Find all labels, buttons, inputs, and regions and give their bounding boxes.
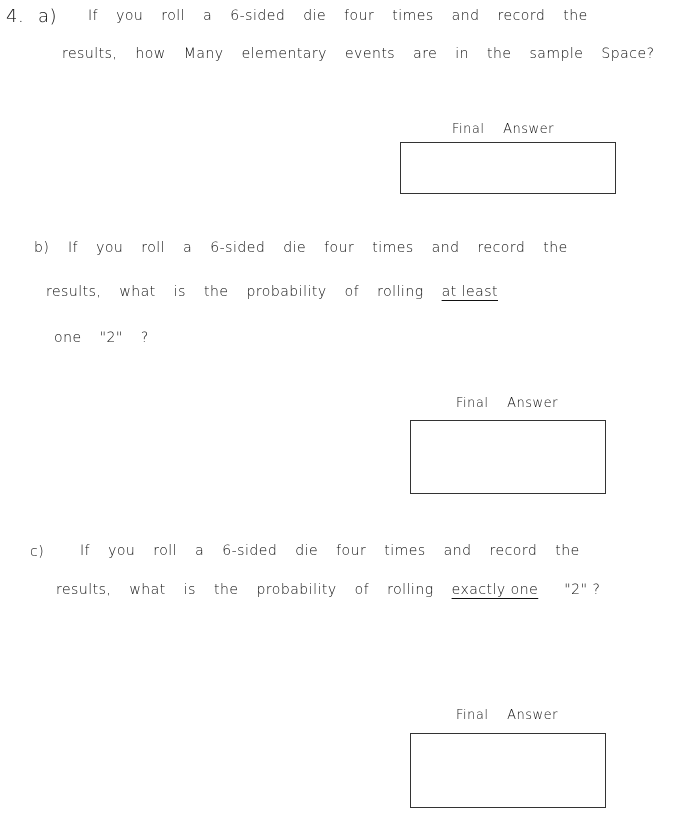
part-a-line1-word: a — [203, 8, 213, 24]
part-a-answer-label: Final Answer — [452, 122, 554, 137]
part-b-line1-word: a — [183, 240, 193, 256]
problem-number: 4. — [6, 6, 25, 27]
part-a-line2-word: Many — [183, 46, 224, 62]
part-b-line2-word: is — [173, 284, 186, 300]
part-c-line1-word: a — [195, 543, 205, 559]
part-b-line2-word: of — [344, 284, 360, 300]
part-c-line2-word: what — [129, 582, 166, 598]
part-b-line2-word: the — [203, 284, 229, 300]
part-a-line1-word: you — [116, 8, 144, 24]
part-c-line1-word: and — [443, 543, 472, 559]
part-a-line2-word: results, — [62, 46, 118, 62]
part-b-line2-word: what — [119, 284, 156, 300]
part-c-emphasis: exactly one — [451, 582, 539, 598]
part-b-line3-word: ? — [140, 330, 149, 346]
part-a-line1-word: times — [392, 8, 434, 24]
part-a-line1 — [88, 8, 606, 24]
part-b-line1-word: If — [68, 240, 79, 256]
part-a-letter: a) — [38, 6, 58, 27]
part-a-line2-word: how — [135, 46, 166, 62]
part-b-line1-word: and — [431, 240, 460, 256]
part-c-line1-word: record — [489, 543, 538, 559]
part-b-answer-box[interactable] — [410, 420, 606, 494]
part-b-line2-word: probability — [246, 284, 327, 300]
part-a-line2-word: Space? — [601, 46, 655, 62]
part-b-letter: b) — [34, 240, 50, 256]
part-b-line1-word: record — [477, 240, 526, 256]
part-b-answer-label: Final Answer — [456, 396, 558, 411]
part-c-line2-word: the — [213, 582, 239, 598]
part-b-line1-word: roll — [141, 240, 166, 256]
part-c-line2-end: "2" ? — [564, 582, 601, 598]
part-c-line2-word: is — [183, 582, 196, 598]
part-b-line3-word: one — [54, 330, 82, 346]
part-a-line2 — [62, 46, 673, 62]
part-a-line1-word: and — [451, 8, 480, 24]
part-a-line2-word: the — [487, 46, 512, 62]
part-b-line1-word: you — [96, 240, 124, 256]
part-a-line1-word: die — [303, 8, 327, 24]
part-c-line1-word: If — [80, 543, 91, 559]
part-c-line1 — [80, 543, 598, 559]
part-b-line2-word: rolling — [377, 284, 424, 300]
part-c-line2-word: probability — [256, 582, 337, 598]
part-c-line2-word: rolling — [387, 582, 434, 598]
part-b-line2 — [46, 284, 498, 300]
part-c-line2 — [56, 582, 600, 598]
part-b-line1-word: the — [543, 240, 568, 256]
part-c-answer-box[interactable] — [410, 733, 606, 808]
part-c-line1-word: 6-sided — [222, 543, 278, 559]
part-c-line1-word: four — [336, 543, 367, 559]
part-b-line1-word: die — [283, 240, 307, 256]
part-c-letter: c) — [30, 544, 45, 560]
part-b-line2-word: results, — [46, 284, 102, 300]
part-a-line2-word: sample — [529, 46, 584, 62]
part-c-line1-word: roll — [153, 543, 178, 559]
part-a-line2-word: events — [344, 46, 396, 62]
part-a-line2-word: are — [413, 46, 438, 62]
part-c-line1-word: the — [555, 543, 580, 559]
part-c-line2-word: of — [354, 582, 370, 598]
part-c-line1-word: die — [295, 543, 319, 559]
part-c-answer-label: Final Answer — [456, 708, 558, 723]
part-a-line2-word: elementary — [241, 46, 327, 62]
part-a-answer-box[interactable] — [400, 142, 616, 194]
part-b-line1 — [68, 240, 586, 256]
part-b-line3 — [54, 330, 167, 346]
part-c-line1-word: you — [108, 543, 136, 559]
part-b-line3-word: "2" — [99, 330, 123, 346]
part-b-emphasis: at least — [441, 284, 498, 300]
part-a-line1-word: If — [88, 8, 99, 24]
part-a-line2-word: in — [455, 46, 470, 62]
part-a-line1-word: the — [563, 8, 588, 24]
part-a-line1-word: record — [497, 8, 546, 24]
part-a-line1-word: four — [344, 8, 375, 24]
part-b-line1-word: times — [372, 240, 414, 256]
part-a-line1-word: 6-sided — [230, 8, 286, 24]
part-a-line1-word: roll — [161, 8, 186, 24]
part-c-line1-word: times — [384, 543, 426, 559]
part-c-line2-word: results, — [56, 582, 112, 598]
part-b-line1-word: four — [324, 240, 355, 256]
part-b-line1-word: 6-sided — [210, 240, 266, 256]
